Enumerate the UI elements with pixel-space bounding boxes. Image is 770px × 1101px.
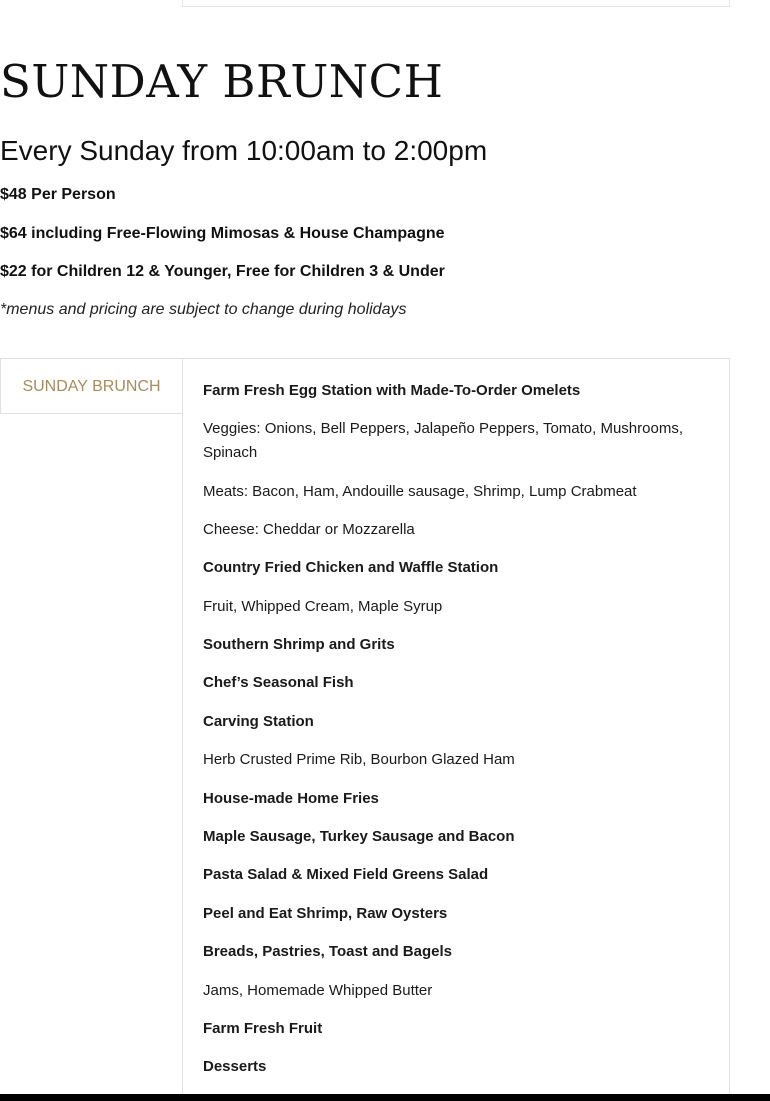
schedule-subtitle: Every Sunday from 10:00am to 2:00pm: [0, 135, 488, 166]
menu-panel: [182, 358, 730, 1101]
menu-item: Fruit, Whipped Cream, Maple Syrup: [203, 598, 443, 615]
tab-sunday-brunch[interactable]: SUNDAY BRUNCH: [0, 358, 182, 414]
menu-tabs: [0, 358, 730, 1101]
menu-item: Veggies: Onions, Bell Peppers, Jalapeño Peppers, Tomato, Mushrooms, Spinach: [203, 420, 683, 461]
menu-item: Jams, Homemade Whipped Butter: [203, 982, 433, 999]
top-panel-frame: [182, 0, 730, 7]
menu-item: Chef’s Seasonal Fish: [203, 674, 354, 691]
page-title: SUNDAY BRUNCH: [0, 55, 444, 108]
menu-item: Southern Shrimp and Grits: [203, 636, 395, 653]
footer-bar: [0, 1094, 770, 1101]
menu-item: Meats: Bacon, Ham, Andouille sausage, Shrimp, Lump Crabmeat: [203, 483, 637, 500]
price-children: $22 for Children 12 & Younger, Free for Children 3 & Under: [0, 263, 445, 280]
price-adult: $48 Per Person: [0, 186, 116, 203]
menu-item: Farm Fresh Egg Station with Made-To-Order Omelets: [203, 382, 581, 399]
pricing-disclaimer: *menus and pricing are subject to change during holidays: [0, 301, 407, 318]
price-mimosa: $64 including Free-Flowing Mimosas & House Champagne: [0, 225, 445, 242]
menu-item: Breads, Pastries, Toast and Bagels: [203, 943, 452, 960]
menu-item: Peel and Eat Shrimp, Raw Oysters: [203, 905, 448, 922]
menu-item: Carving Station: [203, 713, 314, 730]
menu-item: Desserts: [203, 1058, 267, 1075]
menu-item: Country Fried Chicken and Waffle Station: [203, 559, 499, 576]
menu-item: Farm Fresh Fruit: [203, 1020, 323, 1037]
menu-item: Pasta Salad & Mixed Field Greens Salad: [203, 866, 489, 883]
menu-item: Herb Crusted Prime Rib, Bourbon Glazed Ham: [203, 751, 515, 768]
menu-item: Cheese: Cheddar or Mozzarella: [203, 521, 415, 538]
menu-item: House-made Home Fries: [203, 790, 379, 807]
menu-item: Maple Sausage, Turkey Sausage and Bacon: [203, 828, 515, 845]
